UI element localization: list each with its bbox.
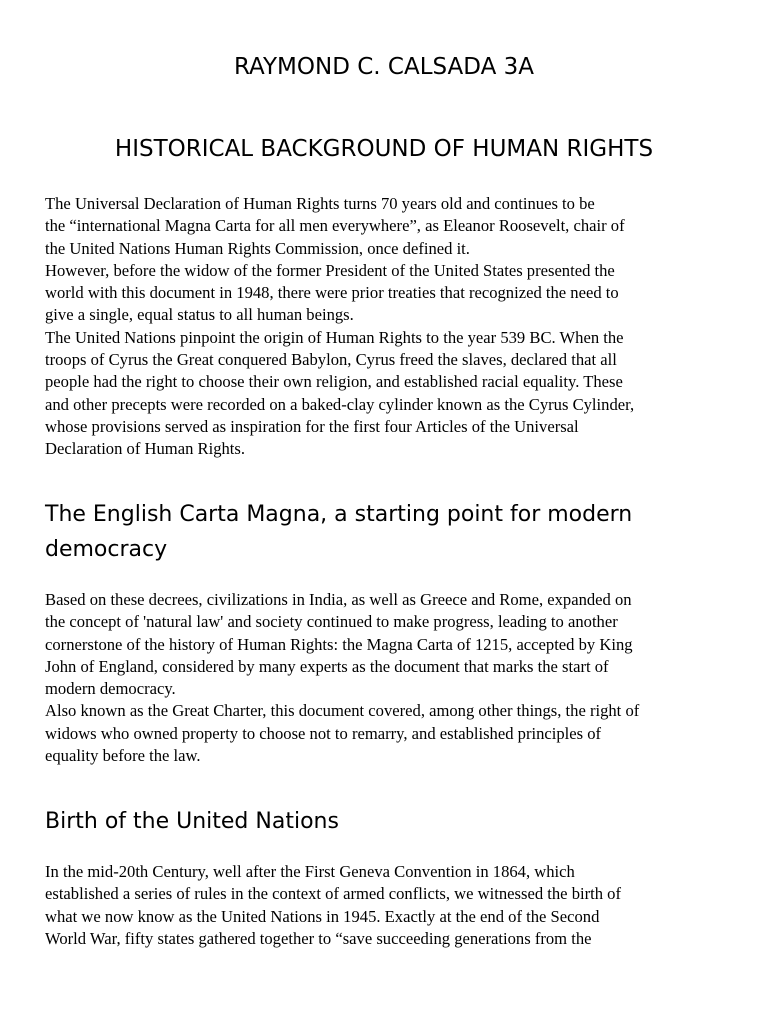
- paragraph-line: The United Nations pinpoint the origin of Human Rights to the year 539 BC. When the: [45, 327, 624, 347]
- paragraph-line: people had the right to choose their own religion, and established racial equality. These: [45, 372, 623, 392]
- paragraph-line: and other precepts were recorded on a baked-clay cylinder known as the Cyrus Cylinder,: [45, 394, 635, 414]
- intro-paragraph: [45, 193, 727, 461]
- united-nations-paragraph: [45, 861, 727, 950]
- paragraph-line: However, before the widow of the former President of the United States presented the: [45, 260, 615, 280]
- paragraph-line: Also known as the Great Charter, this document covered, among other things, the right of: [45, 701, 640, 721]
- paragraph-line: give a single, equal status to all human beings.: [45, 305, 354, 325]
- section-heading-united-nations: Birth of the United Nations: [45, 809, 339, 834]
- paragraph-line: widows who owned property to choose not to remarry, and established principles of: [45, 723, 602, 743]
- section-heading-carta-magna: [45, 497, 735, 567]
- paragraph-line: In the mid-20th Century, well after the First Geneva Convention in 1864, which: [45, 862, 575, 881]
- paragraph-line: what we now know as the United Nations in 1945. Exactly at the end of the Second: [45, 906, 600, 926]
- paragraph-line: the United Nations Human Rights Commission, once defined it.: [45, 238, 470, 258]
- paragraph-line: equality before the law.: [45, 746, 201, 766]
- paragraph-line: cornerstone of the history of Human Rights: the Magna Carta of 1215, accepted by King: [45, 634, 633, 654]
- carta-magna-paragraph: [45, 589, 727, 767]
- paragraph-line: Declaration of Human Rights.: [45, 439, 246, 459]
- paragraph-line: World War, fifty states gathered together to “save succeeding generations from the: [45, 928, 592, 948]
- paragraph-line: John of England, considered by many experts as the document that marks the start of: [45, 656, 609, 676]
- paragraph-line: modern democracy.: [45, 679, 176, 699]
- document-title: HISTORICAL BACKGROUND OF HUMAN RIGHTS: [114, 136, 654, 162]
- paragraph-line: established a series of rules in the context of armed conflicts, we witnessed the birth of: [45, 884, 622, 904]
- paragraph-line: world with this document in 1948, there were prior treaties that recognized the need to: [45, 283, 619, 303]
- heading-line: The English Carta Magna, a starting point for modern: [45, 502, 633, 527]
- paragraph-line: troops of Cyrus the Great conquered Babylon, Cyrus freed the slaves, declared that all: [45, 350, 617, 370]
- paragraph-line: the concept of 'natural law' and society continued to make progress, leading to another: [45, 612, 618, 632]
- paragraph-line: the “international Magna Carta for all men everywhere”, as Eleanor Roosevelt, chair of: [45, 216, 625, 236]
- author-line: RAYMOND C. CALSADA 3A: [234, 54, 534, 80]
- paragraph-line: Based on these decrees, civilizations in India, as well as Greece and Rome, expanded on: [45, 590, 632, 609]
- paragraph-line: The Universal Declaration of Human Rights turns 70 years old and continues to be: [45, 194, 595, 213]
- heading-line: democracy: [45, 537, 168, 562]
- paragraph-line: whose provisions served as inspiration for the first four Articles of the Universal: [45, 416, 579, 436]
